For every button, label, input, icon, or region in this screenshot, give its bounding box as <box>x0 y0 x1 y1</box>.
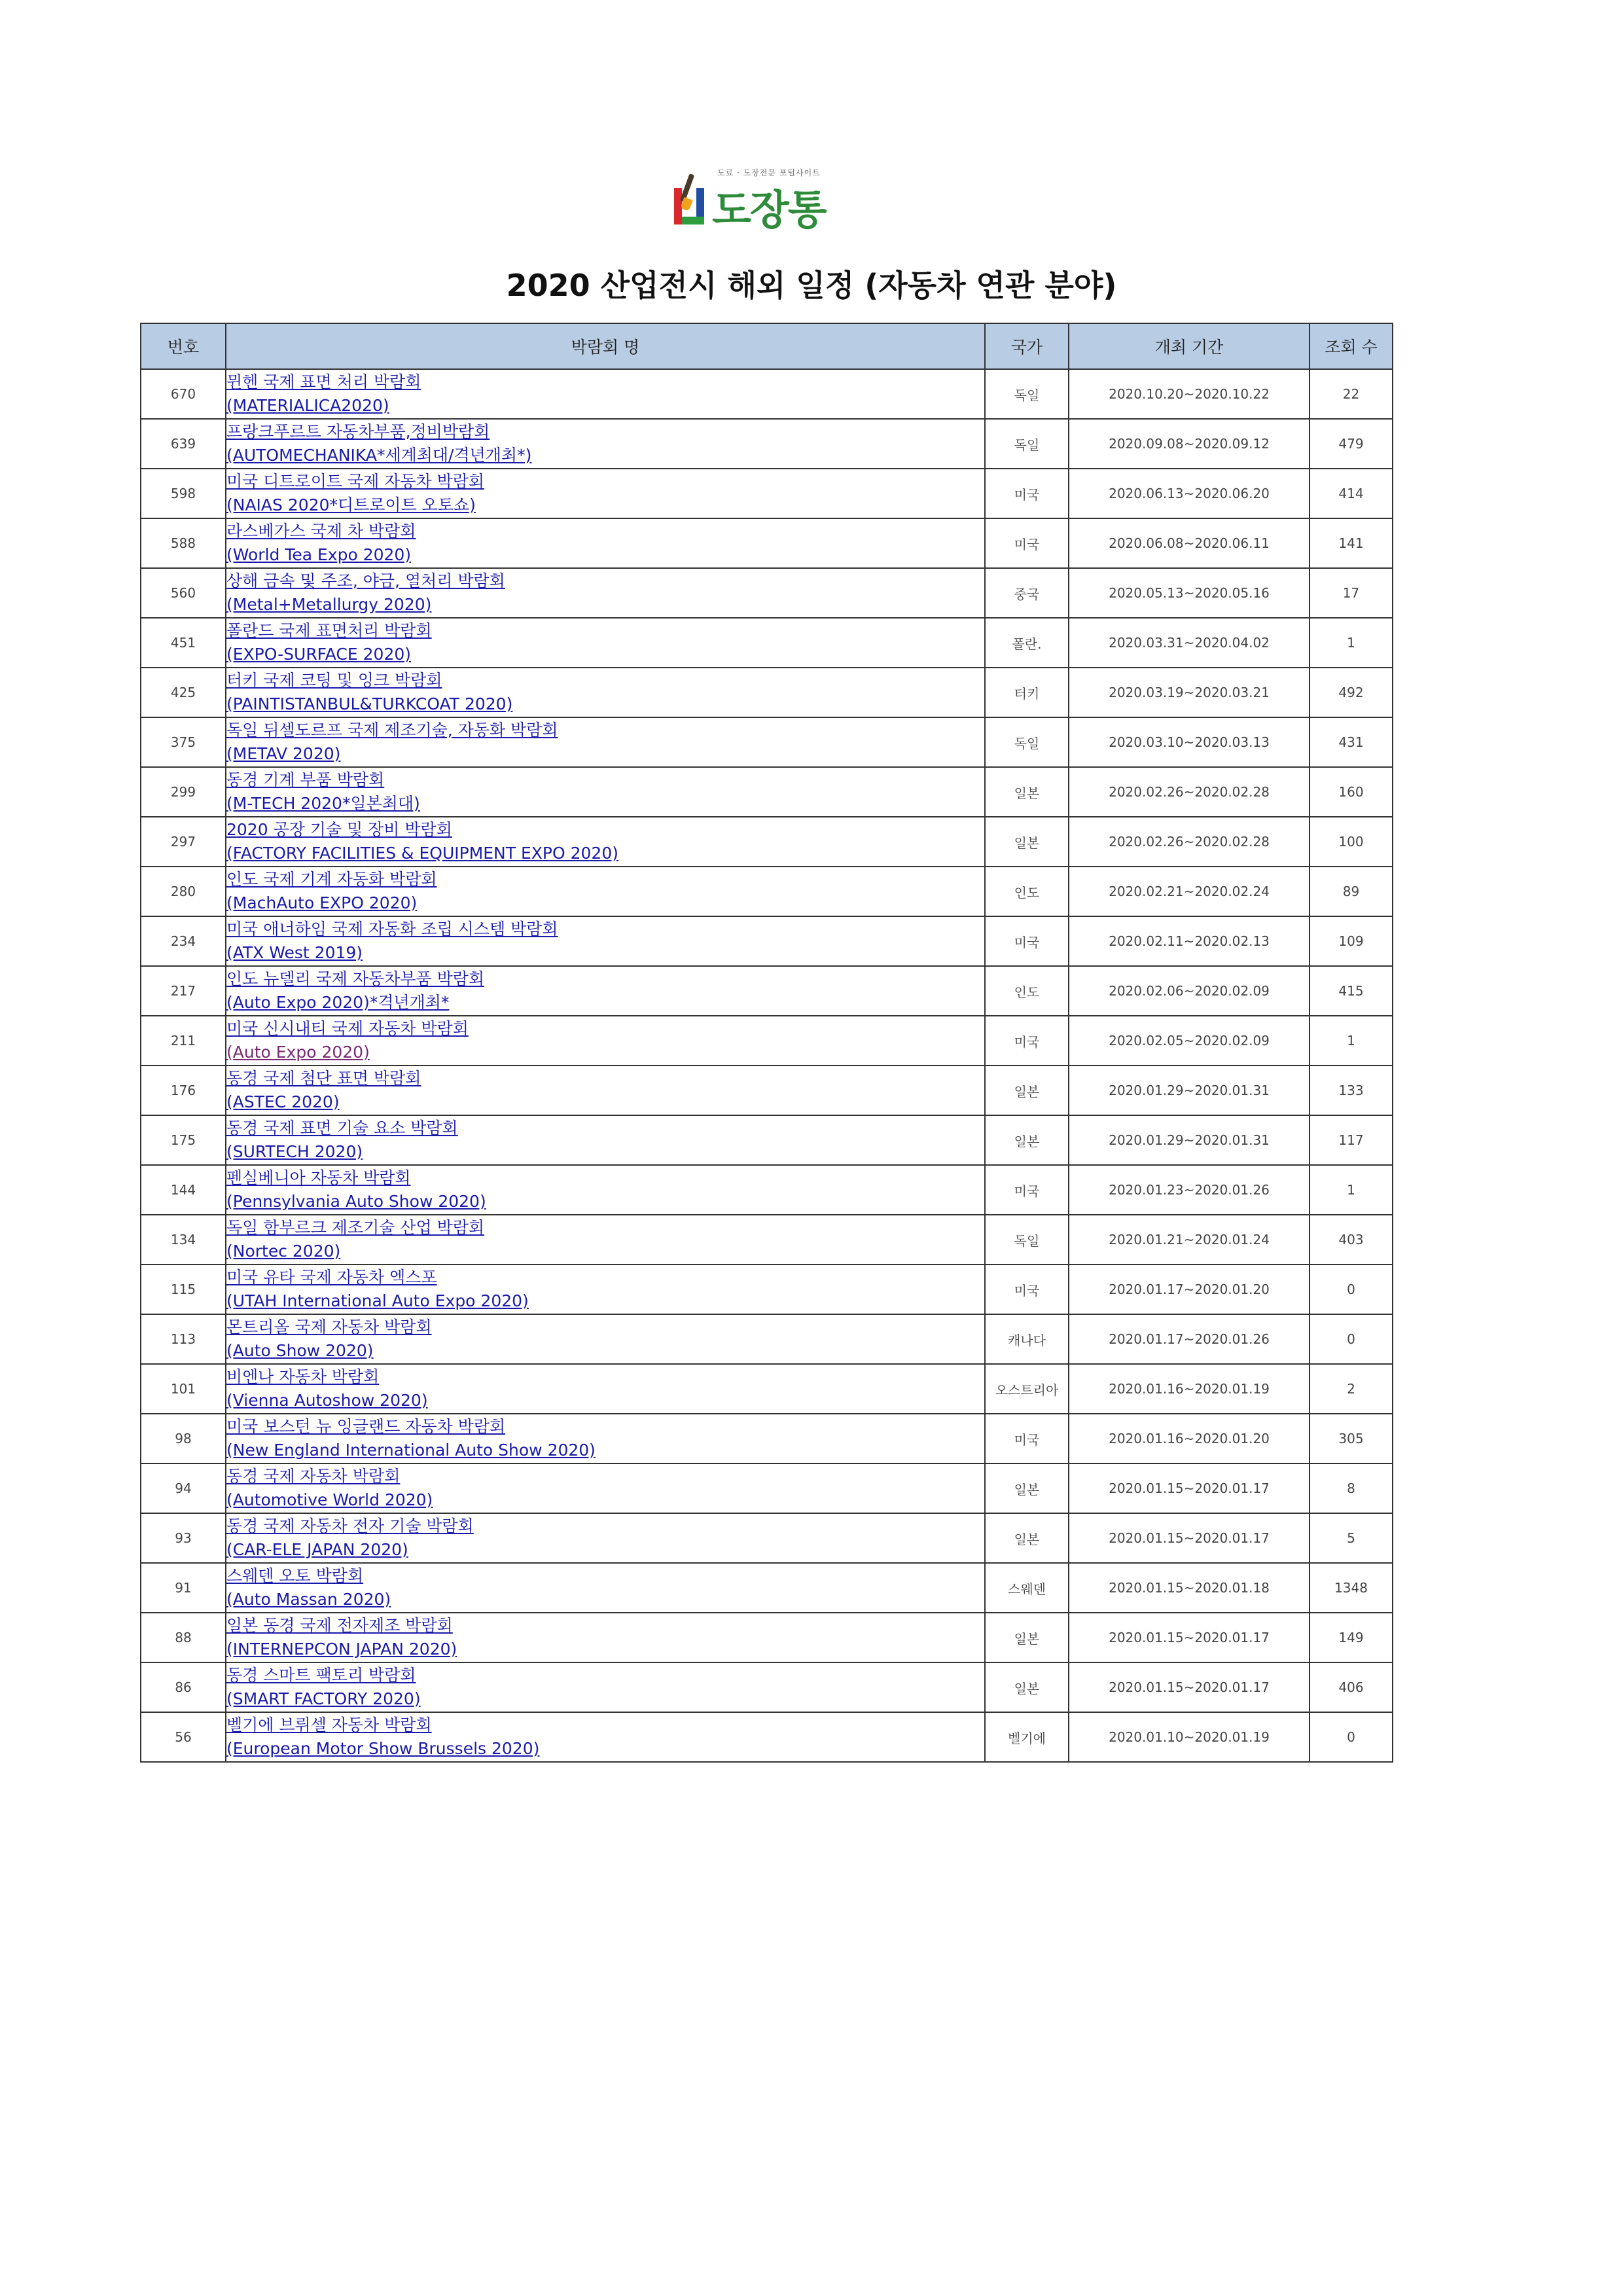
table-row <box>141 767 1393 817</box>
exhibition-english-name-link[interactable]: (Auto Expo 2020)*격년개최* <box>226 993 450 1012</box>
row-number: 175 <box>141 1115 226 1165</box>
exhibition-name-cell <box>226 369 985 419</box>
exhibition-english-name-link[interactable]: (CAR-ELE JAPAN 2020) <box>226 1540 408 1559</box>
period-cell: 2020.01.17~2020.01.20 <box>1069 1265 1310 1314</box>
views-cell: 305 <box>1310 1414 1393 1463</box>
exhibition-name-link[interactable]: 동경 국제 자동차 박람회 <box>226 1467 401 1486</box>
exhibition-name-cell <box>226 1314 985 1364</box>
exhibition-name-link[interactable]: 뮌헨 국제 표면 처리 박람회 <box>226 372 421 391</box>
exhibition-name-link[interactable]: 독일 함부르크 제조기술 산업 박람회 <box>226 1218 485 1237</box>
views-cell: 0 <box>1310 1314 1393 1364</box>
row-number: 56 <box>141 1712 226 1762</box>
table-row <box>141 1016 1393 1066</box>
exhibition-name-link[interactable]: 인도 국제 기계 자동화 박람회 <box>226 870 437 889</box>
row-number: 144 <box>141 1165 226 1215</box>
period-cell: 2020.01.16~2020.01.19 <box>1069 1364 1310 1414</box>
table-row <box>141 1463 1393 1513</box>
country-cell: 일본 <box>985 767 1069 817</box>
paint-brush-logo-icon <box>674 179 704 224</box>
exhibition-english-name-link[interactable]: (Auto Show 2020) <box>226 1341 374 1360</box>
exhibition-name-cell <box>226 518 985 568</box>
views-cell: 5 <box>1310 1513 1393 1563</box>
exhibition-name-cell <box>226 867 985 916</box>
exhibition-english-name-link[interactable]: (SMART FACTORY 2020) <box>226 1689 421 1708</box>
row-number: 101 <box>141 1364 226 1414</box>
exhibition-name-cell <box>226 568 985 618</box>
views-cell: 492 <box>1310 668 1393 717</box>
exhibition-name-link[interactable]: 터키 국제 코팅 및 잉크 박람회 <box>226 671 442 690</box>
country-cell: 독일 <box>985 369 1069 419</box>
period-cell: 2020.02.06~2020.02.09 <box>1069 966 1310 1016</box>
row-number: 451 <box>141 618 226 668</box>
table-row <box>141 1314 1393 1364</box>
period-cell: 2020.01.15~2020.01.17 <box>1069 1613 1310 1662</box>
country-cell: 독일 <box>985 419 1069 469</box>
exhibition-english-name-link[interactable]: (Metal+Metallurgy 2020) <box>226 595 432 614</box>
exhibition-english-name-link[interactable]: (METAV 2020) <box>226 744 341 763</box>
exhibition-english-name-link[interactable]: (UTAH International Auto Expo 2020) <box>226 1291 529 1310</box>
table-row <box>141 1513 1393 1563</box>
period-cell: 2020.02.05~2020.02.09 <box>1069 1016 1310 1066</box>
exhibition-name-cell <box>226 1265 985 1314</box>
exhibition-name-cell <box>226 618 985 668</box>
exhibition-name-cell <box>226 1115 985 1165</box>
country-cell: 일본 <box>985 1115 1069 1165</box>
table-row <box>141 867 1393 916</box>
table-row <box>141 817 1393 867</box>
exhibition-name-link[interactable]: 상해 금속 및 주조, 야금, 열처리 박람회 <box>226 571 505 590</box>
period-cell: 2020.09.08~2020.09.12 <box>1069 419 1310 469</box>
period-cell: 2020.01.29~2020.01.31 <box>1069 1115 1310 1165</box>
exhibition-english-name-link[interactable]: (M-TECH 2020*일본최대) <box>226 794 420 813</box>
exhibition-name-link[interactable]: 비엔나 자동차 박람회 <box>226 1367 380 1386</box>
country-cell: 미국 <box>985 1265 1069 1314</box>
exhibition-name-cell <box>226 1662 985 1712</box>
page-title: 2020 산업전시 해외 일정 (자동차 연관 분야) <box>506 268 1117 303</box>
row-number: 375 <box>141 717 226 767</box>
exhibition-name-cell <box>226 1066 985 1115</box>
exhibition-name-link[interactable]: 스웨덴 오토 박람회 <box>226 1566 364 1585</box>
table-row <box>141 966 1393 1016</box>
exhibition-name-link[interactable]: 2020 공장 기술 및 장비 박람회 <box>226 820 452 839</box>
table-row <box>141 469 1393 518</box>
exhibition-english-name-link[interactable]: (New England International Auto Show 2020) <box>226 1441 596 1460</box>
exhibition-name-cell <box>226 1414 985 1463</box>
exhibition-english-name-link[interactable]: (World Tea Expo 2020) <box>226 545 412 564</box>
exhibition-name-cell <box>226 1463 985 1513</box>
views-cell: 8 <box>1310 1463 1393 1513</box>
exhibition-english-name-link[interactable]: (Auto Massan 2020) <box>226 1590 391 1609</box>
table-row <box>141 1115 1393 1165</box>
views-cell: 149 <box>1310 1613 1393 1662</box>
row-number: 113 <box>141 1314 226 1364</box>
period-cell: 2020.01.15~2020.01.18 <box>1069 1563 1310 1613</box>
exhibition-name-cell <box>226 1165 985 1215</box>
views-cell: 415 <box>1310 966 1393 1016</box>
country-cell: 캐나다 <box>985 1314 1069 1364</box>
exhibition-name-cell <box>226 1016 985 1066</box>
row-number: 297 <box>141 817 226 867</box>
period-cell: 2020.01.15~2020.01.17 <box>1069 1513 1310 1563</box>
exhibition-name-link[interactable]: 미국 신시내티 국제 자동차 박람회 <box>226 1019 469 1038</box>
period-cell: 2020.02.11~2020.02.13 <box>1069 916 1310 966</box>
views-cell: 1 <box>1310 618 1393 668</box>
row-number: 299 <box>141 767 226 817</box>
views-cell: 0 <box>1310 1265 1393 1314</box>
table-row <box>141 419 1393 469</box>
table-row <box>141 369 1393 419</box>
exhibition-name-link[interactable]: 펜실베니아 자동차 박람회 <box>226 1168 411 1187</box>
row-number: 234 <box>141 916 226 966</box>
table-row <box>141 668 1393 717</box>
exhibition-english-name-link[interactable]: (Auto Expo 2020) <box>226 1043 370 1062</box>
exhibition-english-name-link[interactable]: (MachAuto EXPO 2020) <box>226 893 418 912</box>
views-cell: 117 <box>1310 1115 1393 1165</box>
row-number: 639 <box>141 419 226 469</box>
country-cell: 폴란. <box>985 618 1069 668</box>
views-cell: 1 <box>1310 1165 1393 1215</box>
views-cell: 109 <box>1310 916 1393 966</box>
period-cell: 2020.01.17~2020.01.26 <box>1069 1314 1310 1364</box>
table-row <box>141 568 1393 618</box>
period-cell: 2020.03.19~2020.03.21 <box>1069 668 1310 717</box>
table-row <box>141 1364 1393 1414</box>
row-number: 211 <box>141 1016 226 1066</box>
exhibition-name-cell <box>226 1712 985 1762</box>
table-row <box>141 717 1393 767</box>
table-row <box>141 1215 1393 1265</box>
exhibition-name-link[interactable]: 폴란드 국제 표면처리 박람회 <box>226 621 432 640</box>
exhibition-name-link[interactable]: 몬트리올 국제 자동차 박람회 <box>226 1318 432 1336</box>
period-cell: 2020.06.13~2020.06.20 <box>1069 469 1310 518</box>
logo-name: 도장통 <box>712 186 826 234</box>
table-row <box>141 1414 1393 1463</box>
exhibition-name-cell <box>226 916 985 966</box>
header-country: 국가 <box>985 323 1069 369</box>
header-views: 조회 수 <box>1310 323 1393 369</box>
exhibition-english-name-link[interactable]: (SURTECH 2020) <box>226 1142 363 1161</box>
views-cell: 100 <box>1310 817 1393 867</box>
period-cell: 2020.02.26~2020.02.28 <box>1069 767 1310 817</box>
views-cell: 133 <box>1310 1066 1393 1115</box>
exhibition-english-name-link[interactable]: (Pennsylvania Auto Show 2020) <box>226 1192 486 1211</box>
period-cell: 2020.10.20~2020.10.22 <box>1069 369 1310 419</box>
views-cell: 2 <box>1310 1364 1393 1414</box>
period-cell: 2020.03.31~2020.04.02 <box>1069 618 1310 668</box>
exhibition-name-cell <box>226 668 985 717</box>
views-cell: 479 <box>1310 419 1393 469</box>
exhibition-name-link[interactable]: 동경 기계 부품 박람회 <box>226 770 385 789</box>
exhibition-name-link[interactable]: 프랑크푸르트 자동차부품,정비박람회 <box>226 422 490 441</box>
exhibition-english-name-link[interactable]: (ATX West 2019) <box>226 943 363 962</box>
period-cell: 2020.02.21~2020.02.24 <box>1069 867 1310 916</box>
row-number: 598 <box>141 469 226 518</box>
row-number: 560 <box>141 568 226 618</box>
views-cell: 0 <box>1310 1712 1393 1762</box>
exhibition-english-name-link[interactable]: (PAINTISTANBUL&TURKCOAT 2020) <box>226 694 513 713</box>
period-cell: 2020.02.26~2020.02.28 <box>1069 817 1310 867</box>
country-cell: 인도 <box>985 867 1069 916</box>
header-exhibition-name: 박람회 명 <box>226 323 985 369</box>
exhibition-english-name-link[interactable]: (INTERNEPCON JAPAN 2020) <box>226 1640 457 1659</box>
views-cell: 414 <box>1310 469 1393 518</box>
row-number: 91 <box>141 1563 226 1613</box>
country-cell: 미국 <box>985 916 1069 966</box>
views-cell: 1 <box>1310 1016 1393 1066</box>
exhibition-name-cell <box>226 1613 985 1662</box>
country-cell: 미국 <box>985 469 1069 518</box>
row-number: 217 <box>141 966 226 1016</box>
country-cell: 중국 <box>985 568 1069 618</box>
country-cell: 일본 <box>985 1513 1069 1563</box>
exhibition-name-link[interactable]: 동경 국제 표면 기술 요소 박람회 <box>226 1119 458 1138</box>
country-cell: 일본 <box>985 1463 1069 1513</box>
period-cell: 2020.01.29~2020.01.31 <box>1069 1066 1310 1115</box>
period-cell: 2020.01.16~2020.01.20 <box>1069 1414 1310 1463</box>
country-cell: 미국 <box>985 1165 1069 1215</box>
row-number: 588 <box>141 518 226 568</box>
row-number: 93 <box>141 1513 226 1563</box>
period-cell: 2020.05.13~2020.05.16 <box>1069 568 1310 618</box>
country-cell: 미국 <box>985 1016 1069 1066</box>
country-cell: 터키 <box>985 668 1069 717</box>
country-cell: 일본 <box>985 817 1069 867</box>
header-period: 개최 기간 <box>1069 323 1310 369</box>
exhibition-english-name-link[interactable]: (Nortec 2020) <box>226 1242 341 1261</box>
exhibition-english-name-link[interactable]: (NAIAS 2020*디트로이트 오토쇼) <box>226 495 476 514</box>
views-cell: 141 <box>1310 518 1393 568</box>
logo-tagline: 도료 · 도장전문 포털사이트 <box>717 168 821 177</box>
country-cell: 일본 <box>985 1066 1069 1115</box>
logo <box>674 160 857 232</box>
country-cell: 독일 <box>985 717 1069 767</box>
exhibition-name-link[interactable]: 미국 애너하임 국제 자동화 조립 시스템 박람회 <box>226 920 558 939</box>
table-row <box>141 1613 1393 1662</box>
exhibition-name-link[interactable]: 독일 뒤셀도르프 국제 제조기술, 자동화 박람회 <box>226 721 558 740</box>
exhibition-english-name-link[interactable]: (FACTORY FACILITIES & EQUIPMENT EXPO 2020) <box>226 844 618 863</box>
table-row <box>141 1165 1393 1215</box>
exhibition-name-link[interactable]: 동경 스마트 팩토리 박람회 <box>226 1666 416 1685</box>
country-cell: 독일 <box>985 1215 1069 1265</box>
row-number: 86 <box>141 1662 226 1712</box>
country-cell: 일본 <box>985 1662 1069 1712</box>
row-number: 94 <box>141 1463 226 1513</box>
exhibition-english-name-link[interactable]: (MATERIALICA2020) <box>226 396 389 415</box>
exhibition-name-link[interactable]: 벨기에 브뤼셀 자동차 박람회 <box>226 1715 432 1734</box>
period-cell: 2020.01.15~2020.01.17 <box>1069 1463 1310 1513</box>
country-cell: 스웨덴 <box>985 1563 1069 1613</box>
row-number: 115 <box>141 1265 226 1314</box>
exhibition-name-link[interactable]: 인도 뉴델리 국제 자동차부품 박람회 <box>226 969 485 988</box>
exhibition-name-cell <box>226 817 985 867</box>
views-cell: 22 <box>1310 369 1393 419</box>
views-cell: 431 <box>1310 717 1393 767</box>
table-header-row <box>141 323 1393 369</box>
exhibition-name-cell <box>226 1215 985 1265</box>
row-number: 670 <box>141 369 226 419</box>
row-number: 88 <box>141 1613 226 1662</box>
table-row <box>141 1712 1393 1762</box>
row-number: 425 <box>141 668 226 717</box>
exhibition-english-name-link[interactable]: (EXPO-SURFACE 2020) <box>226 645 412 664</box>
exhibition-name-link[interactable]: 일본 동경 국제 전자제조 박람회 <box>226 1616 453 1635</box>
country-cell: 벨기에 <box>985 1712 1069 1762</box>
views-cell: 1348 <box>1310 1563 1393 1613</box>
exhibition-name-cell <box>226 1364 985 1414</box>
exhibition-name-link[interactable]: 미국 보스턴 뉴 잉글랜드 자동차 박람회 <box>226 1417 506 1436</box>
row-number: 280 <box>141 867 226 916</box>
period-cell: 2020.06.08~2020.06.11 <box>1069 518 1310 568</box>
exhibition-english-name-link[interactable]: (ASTEC 2020) <box>226 1092 340 1111</box>
row-number: 134 <box>141 1215 226 1265</box>
table-row <box>141 1265 1393 1314</box>
exhibition-english-name-link[interactable]: (Automotive World 2020) <box>226 1490 433 1509</box>
country-cell: 인도 <box>985 966 1069 1016</box>
table-row <box>141 518 1393 568</box>
exhibition-name-cell <box>226 767 985 817</box>
views-cell: 17 <box>1310 568 1393 618</box>
exhibition-name-cell <box>226 717 985 767</box>
table-row <box>141 1662 1393 1712</box>
country-cell: 미국 <box>985 1414 1069 1463</box>
exhibition-name-cell <box>226 469 985 518</box>
views-cell: 403 <box>1310 1215 1393 1265</box>
exhibition-name-cell <box>226 1513 985 1563</box>
period-cell: 2020.03.10~2020.03.13 <box>1069 717 1310 767</box>
period-cell: 2020.01.21~2020.01.24 <box>1069 1215 1310 1265</box>
period-cell: 2020.01.23~2020.01.26 <box>1069 1165 1310 1215</box>
views-cell: 406 <box>1310 1662 1393 1712</box>
exhibition-english-name-link[interactable]: (AUTOMECHANIKA*세계최대/격년개최*) <box>226 446 532 465</box>
table-row <box>141 1066 1393 1115</box>
exhibition-name-cell <box>226 1563 985 1613</box>
period-cell: 2020.01.10~2020.01.19 <box>1069 1712 1310 1762</box>
exhibition-name-cell <box>226 966 985 1016</box>
table-row <box>141 618 1393 668</box>
exhibition-name-cell <box>226 419 985 469</box>
country-cell: 일본 <box>985 1613 1069 1662</box>
exhibition-english-name-link[interactable]: (European Motor Show Brussels 2020) <box>226 1739 540 1758</box>
views-cell: 160 <box>1310 767 1393 817</box>
exhibition-name-link[interactable]: 미국 디트로이트 국제 자동차 박람회 <box>226 472 485 491</box>
exhibition-schedule-table <box>140 323 1393 1763</box>
views-cell: 89 <box>1310 867 1393 916</box>
table-row <box>141 916 1393 966</box>
exhibition-name-link[interactable]: 라스베가스 국제 차 박람회 <box>226 522 416 541</box>
country-cell: 오스트리아 <box>985 1364 1069 1414</box>
exhibition-name-link[interactable]: 동경 국제 자동차 전자 기술 박람회 <box>226 1516 474 1535</box>
country-cell: 미국 <box>985 518 1069 568</box>
exhibition-name-link[interactable]: 동경 국제 첨단 표면 박람회 <box>226 1069 421 1088</box>
header-number: 번호 <box>141 323 226 369</box>
row-number: 176 <box>141 1066 226 1115</box>
period-cell: 2020.01.15~2020.01.17 <box>1069 1662 1310 1712</box>
exhibition-name-link[interactable]: 미국 유타 국제 자동차 엑스포 <box>226 1268 437 1287</box>
exhibition-english-name-link[interactable]: (Vienna Autoshow 2020) <box>226 1391 428 1410</box>
row-number: 98 <box>141 1414 226 1463</box>
table-row <box>141 1563 1393 1613</box>
